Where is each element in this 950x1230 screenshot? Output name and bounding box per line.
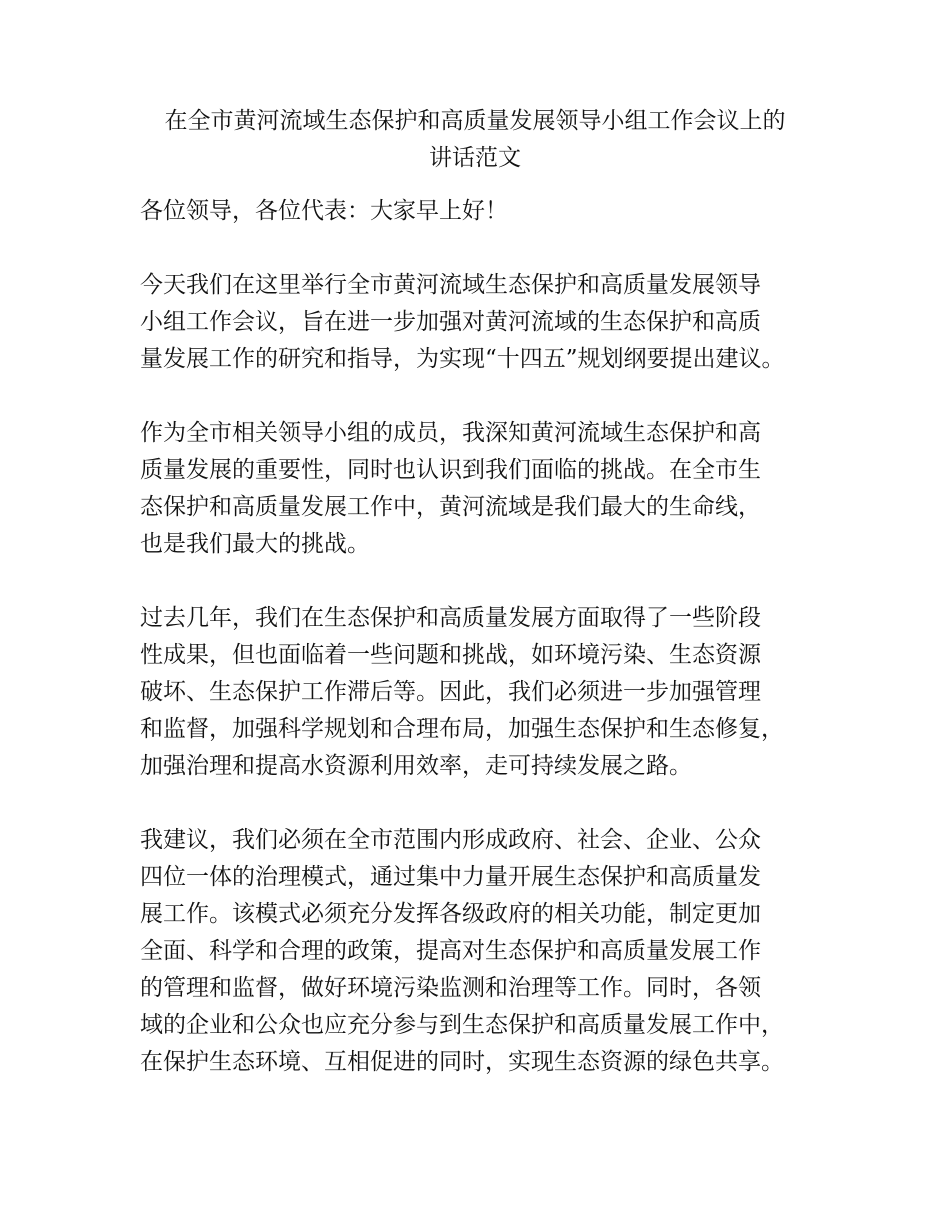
paragraph-proposal bbox=[140, 822, 830, 1081]
text-line: 态保护和高质量发展工作中，黄河流域是我们最大的生命线， bbox=[140, 494, 761, 520]
text-line: 在保护生态环境、互相促进的同时，实现生态资源的绿色共享。 bbox=[140, 1049, 784, 1075]
text-line: 性成果，但也面临着一些问题和挑战，如环境污染、生态资源 bbox=[140, 642, 761, 668]
text-line: 过去几年，我们在生态保护和高质量发展方面取得了一些阶段 bbox=[140, 605, 761, 631]
text-line: 全面、科学和合理的政策，提高对生态保护和高质量发展工作 bbox=[140, 938, 761, 964]
text-line: 加强治理和提高水资源利用效率，走可持续发展之路。 bbox=[140, 753, 692, 779]
paragraph-achievements bbox=[140, 600, 830, 785]
paragraph-role bbox=[140, 415, 830, 563]
text-line: 展工作。该模式必须充分发挥各级政府的相关功能，制定更加 bbox=[140, 901, 761, 927]
document-title bbox=[130, 103, 820, 177]
text-line: 作为全市相关领导小组的成员，我深知黄河流域生态保护和高 bbox=[140, 420, 761, 446]
text-line: 的管理和监督，做好环境污染监测和治理等工作。同时，各领 bbox=[140, 975, 761, 1001]
greeting-paragraph bbox=[140, 193, 830, 230]
text-line: 破坏、生态保护工作滞后等。因此，我们必须进一步加强管理 bbox=[140, 679, 761, 705]
text-line: 小组工作会议，旨在进一步加强对黄河流域的生态保护和高质 bbox=[140, 309, 761, 335]
text-line: 四位一体的治理模式，通过集中力量开展生态保护和高质量发 bbox=[140, 864, 761, 890]
text-line: 量发展工作的研究和指导，为实现“十四五”规划纲要提出建议。 bbox=[140, 346, 785, 372]
text-line: 和监督，加强科学规划和合理布局，加强生态保护和生态修复， bbox=[140, 716, 784, 742]
document-body bbox=[140, 193, 830, 1118]
text-line: 质量发展的重要性，同时也认识到我们面临的挑战。在全市生 bbox=[140, 457, 761, 483]
title-line: 讲话范文 bbox=[429, 145, 521, 171]
text-line: 也是我们最大的挑战。 bbox=[140, 531, 370, 557]
text-line: 今天我们在这里举行全市黄河流域生态保护和高质量发展领导 bbox=[140, 272, 761, 298]
title-line: 在全市黄河流域生态保护和高质量发展领导小组工作会议上的 bbox=[164, 108, 786, 134]
paragraph-intro bbox=[140, 267, 830, 378]
text-line: 域的企业和公众也应充分参与到生态保护和高质量发展工作中， bbox=[140, 1012, 784, 1038]
text-line: 各位领导，各位代表：大家早上好！ bbox=[140, 198, 508, 224]
text-line: 我建议，我们必须在全市范围内形成政府、社会、企业、公众 bbox=[140, 827, 761, 853]
